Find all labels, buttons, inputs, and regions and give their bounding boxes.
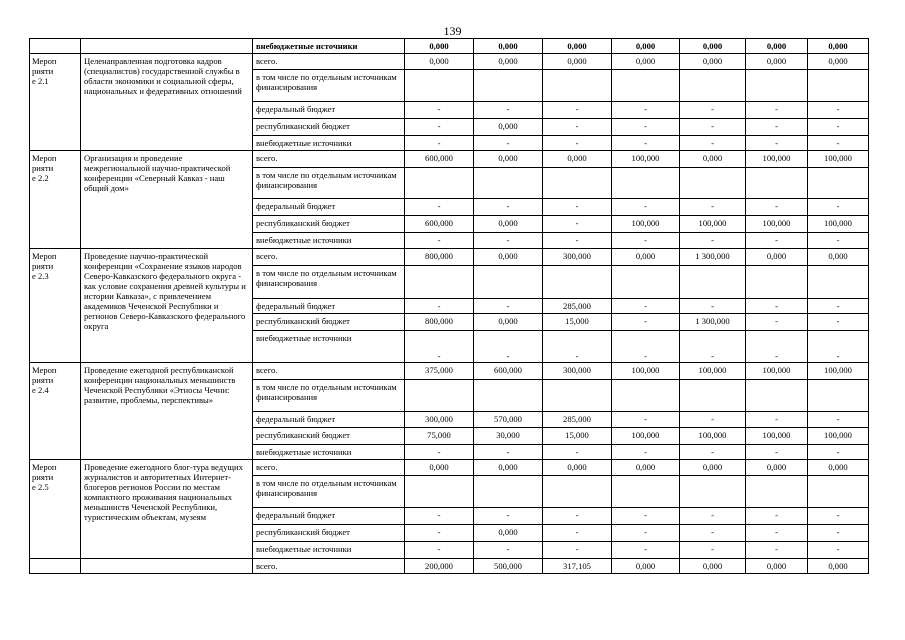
measure-code: Мероп рияти е 2.5: [30, 460, 81, 559]
value-cell: [612, 476, 680, 508]
value-cell: -: [543, 233, 612, 249]
value-cell: [680, 476, 746, 508]
value-cell: 0,000: [746, 39, 808, 54]
source-label: в том числе по отдельным источникам финансирования: [253, 380, 405, 412]
value-cell: -: [543, 542, 612, 559]
value-cell: 285,000: [543, 412, 612, 428]
value-cell: 0,000: [808, 249, 869, 266]
value-cell: -: [405, 102, 474, 119]
value-cell: [543, 476, 612, 508]
value-cell: 0,000: [746, 460, 808, 476]
value-cell: [680, 380, 746, 412]
value-cell: -: [405, 525, 474, 542]
value-cell: -: [405, 331, 474, 363]
value-cell: 200,000: [405, 559, 474, 574]
value-cell: -: [680, 233, 746, 249]
value-cell: -: [543, 508, 612, 525]
value-cell: -: [746, 136, 808, 151]
value-cell: [612, 70, 680, 102]
value-cell: -: [612, 508, 680, 525]
value-cell: -: [405, 119, 474, 136]
value-cell: 0,000: [746, 249, 808, 266]
value-cell: 100,000: [612, 216, 680, 233]
measure-code: Мероп рияти е 2.2: [30, 151, 81, 249]
measure-code: Мероп рияти е 2.1: [30, 54, 81, 151]
value-cell: 285,000: [543, 299, 612, 314]
measure-name: Целенаправленная подготовка кадров (специалистов) государственной службы в области экономики и социальной сферы, национальных и федеративных отношений: [81, 54, 253, 151]
value-cell: -: [808, 299, 869, 314]
value-cell: [405, 70, 474, 102]
source-label: внебюджетные источники: [253, 39, 405, 54]
value-cell: -: [808, 542, 869, 559]
measure-code: Мероп рияти е 2.4: [30, 363, 81, 460]
value-cell: -: [808, 136, 869, 151]
budget-table: [29, 38, 869, 574]
value-cell: 0,000: [405, 39, 474, 54]
value-cell: 0,000: [474, 314, 543, 331]
value-cell: 0,000: [543, 151, 612, 168]
value-cell: -: [612, 119, 680, 136]
value-cell: 100,000: [808, 363, 869, 380]
measure-name: Проведение ежегодного блог-тура ведущих журналистов и авторитетных Интернет-блогеров регионов России по местам компактного проживания национальных меньшинств Чеченской Республики, туристическим объектам, музеям: [81, 460, 253, 559]
value-cell: -: [808, 119, 869, 136]
value-cell: [808, 380, 869, 412]
value-cell: -: [543, 331, 612, 363]
value-cell: -: [808, 314, 869, 331]
value-cell: -: [543, 102, 612, 119]
value-cell: 375,000: [405, 363, 474, 380]
value-cell: -: [474, 331, 543, 363]
value-cell: 0,000: [680, 460, 746, 476]
value-cell: 0,000: [543, 460, 612, 476]
value-cell: -: [808, 199, 869, 216]
table-body: [30, 39, 869, 574]
value-cell: -: [746, 314, 808, 331]
value-cell: 15,000: [543, 428, 612, 445]
value-cell: 100,000: [746, 216, 808, 233]
source-label: в том числе по отдельным источникам финансирования: [253, 168, 405, 199]
value-cell: -: [612, 199, 680, 216]
value-cell: 0,000: [543, 39, 612, 54]
source-label: федеральный бюджет: [253, 299, 405, 314]
value-cell: -: [680, 102, 746, 119]
value-cell: [746, 476, 808, 508]
value-cell: 0,000: [474, 460, 543, 476]
source-label: в том числе по отдельным источникам финансирования: [253, 476, 405, 508]
value-cell: 100,000: [746, 428, 808, 445]
value-cell: 0,000: [474, 216, 543, 233]
value-cell: [405, 266, 474, 299]
value-cell: [746, 380, 808, 412]
value-cell: 0,000: [474, 249, 543, 266]
value-cell: [746, 70, 808, 102]
value-cell: -: [680, 299, 746, 314]
value-cell: [543, 266, 612, 299]
table-row-total: [30, 363, 869, 380]
value-cell: -: [474, 299, 543, 314]
value-cell: -: [474, 508, 543, 525]
value-cell: 0,000: [474, 525, 543, 542]
value-cell: -: [680, 331, 746, 363]
value-cell: -: [474, 102, 543, 119]
value-cell: 0,000: [474, 119, 543, 136]
value-cell: -: [405, 542, 474, 559]
value-cell: -: [543, 445, 612, 460]
value-cell: 800,000: [405, 314, 474, 331]
value-cell: 0,000: [612, 249, 680, 266]
value-cell: [474, 266, 543, 299]
value-cell: -: [612, 233, 680, 249]
value-cell: -: [808, 331, 869, 363]
value-cell: -: [680, 119, 746, 136]
value-cell: [474, 168, 543, 199]
value-cell: -: [405, 445, 474, 460]
table-row-total: [30, 460, 869, 476]
value-cell: -: [543, 199, 612, 216]
value-cell: -: [808, 445, 869, 460]
source-label: всего.: [253, 559, 405, 574]
value-cell: -: [746, 508, 808, 525]
value-cell: 570,000: [474, 412, 543, 428]
table-row-total: [30, 54, 869, 70]
value-cell: [543, 70, 612, 102]
value-cell: -: [808, 102, 869, 119]
source-label: внебюджетные источники: [253, 136, 405, 151]
value-cell: -: [474, 542, 543, 559]
value-cell: 0,000: [808, 559, 869, 574]
value-cell: 100,000: [808, 216, 869, 233]
value-cell: -: [746, 542, 808, 559]
value-cell: -: [808, 525, 869, 542]
source-label: в том числе по отдельным источникам финансирования: [253, 266, 405, 299]
value-cell: 100,000: [746, 363, 808, 380]
value-cell: -: [543, 136, 612, 151]
value-cell: 100,000: [808, 151, 869, 168]
value-cell: -: [543, 525, 612, 542]
value-cell: [808, 266, 869, 299]
value-cell: 0,000: [746, 54, 808, 70]
source-label: внебюджетные источники: [253, 331, 405, 363]
value-cell: [405, 476, 474, 508]
value-cell: -: [612, 412, 680, 428]
value-cell: -: [543, 119, 612, 136]
value-cell: 300,000: [405, 412, 474, 428]
value-cell: -: [680, 542, 746, 559]
value-cell: 100,000: [612, 151, 680, 168]
value-cell: 600,000: [405, 216, 474, 233]
table-row-final-total: [30, 559, 869, 574]
value-cell: 0,000: [474, 39, 543, 54]
value-cell: 0,000: [543, 54, 612, 70]
value-cell: 100,000: [612, 428, 680, 445]
measure-code: Мероп рияти е 2.3: [30, 249, 81, 363]
source-label: всего.: [253, 363, 405, 380]
value-cell: 800,000: [405, 249, 474, 266]
value-cell: -: [474, 199, 543, 216]
measure-name: Проведение научно-практической конференции «Сохранение языков народов Северо-Кавказского федерального округа - как условие сохранения древней культуры и истории Кавказа», с привлечением академиков Чеченской Республики и регионов Северо-Кавказского федерального округа: [81, 249, 253, 363]
value-cell: -: [543, 216, 612, 233]
source-label: федеральный бюджет: [253, 412, 405, 428]
value-cell: [612, 168, 680, 199]
source-label: внебюджетные источники: [253, 445, 405, 460]
value-cell: 0,000: [474, 54, 543, 70]
source-label: федеральный бюджет: [253, 199, 405, 216]
value-cell: -: [612, 102, 680, 119]
value-cell: [405, 168, 474, 199]
value-cell: [808, 476, 869, 508]
value-cell: -: [680, 412, 746, 428]
value-cell: -: [680, 199, 746, 216]
table-row-extrabudget-summary: [30, 39, 869, 54]
value-cell: 100,000: [612, 363, 680, 380]
value-cell: -: [612, 445, 680, 460]
value-cell: 100,000: [680, 363, 746, 380]
value-cell: 100,000: [746, 151, 808, 168]
value-cell: 1 300,000: [680, 314, 746, 331]
value-cell: -: [746, 412, 808, 428]
value-cell: -: [612, 136, 680, 151]
value-cell: [612, 380, 680, 412]
measure-name-cell: [81, 559, 253, 574]
value-cell: [474, 380, 543, 412]
source-label: всего.: [253, 151, 405, 168]
value-cell: [746, 168, 808, 199]
source-label: федеральный бюджет: [253, 102, 405, 119]
value-cell: -: [405, 136, 474, 151]
value-cell: -: [746, 525, 808, 542]
value-cell: 0,000: [680, 559, 746, 574]
value-cell: 100,000: [808, 428, 869, 445]
value-cell: -: [612, 525, 680, 542]
source-label: республиканский бюджет: [253, 314, 405, 331]
table-row-total: [30, 151, 869, 168]
value-cell: 0,000: [612, 559, 680, 574]
value-cell: 600,000: [405, 151, 474, 168]
value-cell: 0,000: [612, 460, 680, 476]
source-label: республиканский бюджет: [253, 428, 405, 445]
value-cell: [405, 380, 474, 412]
value-cell: [612, 266, 680, 299]
value-cell: -: [746, 119, 808, 136]
value-cell: -: [474, 445, 543, 460]
value-cell: [543, 380, 612, 412]
measure-code-cell: [30, 39, 81, 54]
source-label: всего.: [253, 460, 405, 476]
value-cell: -: [746, 299, 808, 314]
value-cell: 0,000: [746, 559, 808, 574]
value-cell: 0,000: [808, 54, 869, 70]
value-cell: -: [746, 445, 808, 460]
value-cell: -: [680, 525, 746, 542]
value-cell: 0,000: [808, 460, 869, 476]
value-cell: -: [474, 233, 543, 249]
source-label: всего.: [253, 249, 405, 266]
value-cell: 0,000: [680, 151, 746, 168]
value-cell: [474, 70, 543, 102]
source-label: всего.: [253, 54, 405, 70]
value-cell: -: [680, 445, 746, 460]
value-cell: 317,105: [543, 559, 612, 574]
measure-name: Проведение ежегодной республиканской конференции национальных меньшинств Чеченской Республики «Этносы Чечни: развитие, проблемы, перспективы»: [81, 363, 253, 460]
value-cell: -: [808, 412, 869, 428]
value-cell: -: [612, 542, 680, 559]
value-cell: -: [612, 331, 680, 363]
source-label: в том числе по отдельным источникам финансирования: [253, 70, 405, 102]
value-cell: -: [746, 102, 808, 119]
value-cell: 600,000: [474, 363, 543, 380]
table-row-total: [30, 249, 869, 266]
value-cell: 100,000: [680, 428, 746, 445]
value-cell: [543, 168, 612, 199]
value-cell: 0,000: [680, 39, 746, 54]
value-cell: -: [746, 199, 808, 216]
value-cell: -: [612, 299, 680, 314]
value-cell: [680, 266, 746, 299]
value-cell: -: [405, 508, 474, 525]
value-cell: 0,000: [612, 54, 680, 70]
value-cell: 100,000: [680, 216, 746, 233]
value-cell: [680, 168, 746, 199]
value-cell: [808, 70, 869, 102]
value-cell: 500,000: [474, 559, 543, 574]
value-cell: 75,000: [405, 428, 474, 445]
value-cell: 0,000: [680, 54, 746, 70]
value-cell: [474, 476, 543, 508]
value-cell: 1 300,000: [680, 249, 746, 266]
value-cell: 30,000: [474, 428, 543, 445]
value-cell: -: [474, 136, 543, 151]
value-cell: -: [405, 199, 474, 216]
source-label: республиканский бюджет: [253, 216, 405, 233]
value-cell: -: [680, 508, 746, 525]
value-cell: 0,000: [474, 151, 543, 168]
value-cell: -: [680, 136, 746, 151]
value-cell: -: [612, 314, 680, 331]
source-label: внебюджетные источники: [253, 233, 405, 249]
value-cell: -: [405, 299, 474, 314]
source-label: внебюджетные источники: [253, 542, 405, 559]
source-label: республиканский бюджет: [253, 119, 405, 136]
value-cell: [680, 70, 746, 102]
value-cell: 300,000: [543, 249, 612, 266]
value-cell: 15,000: [543, 314, 612, 331]
value-cell: 0,000: [405, 54, 474, 70]
source-label: федеральный бюджет: [253, 508, 405, 525]
value-cell: 0,000: [612, 39, 680, 54]
measure-code-cell: [30, 559, 81, 574]
source-label: республиканский бюджет: [253, 525, 405, 542]
value-cell: -: [808, 508, 869, 525]
value-cell: -: [405, 233, 474, 249]
page-number: 139: [443, 24, 462, 38]
value-cell: 0,000: [808, 39, 869, 54]
value-cell: 300,000: [543, 363, 612, 380]
value-cell: [808, 168, 869, 199]
value-cell: [746, 266, 808, 299]
measure-name-cell: [81, 39, 253, 54]
value-cell: -: [746, 233, 808, 249]
value-cell: -: [808, 233, 869, 249]
value-cell: 0,000: [405, 460, 474, 476]
value-cell: -: [746, 331, 808, 363]
measure-name: Организация и проведение межрегиональной научно-практической конференции «Северный Кавказ - наш общий дом»: [81, 151, 253, 249]
